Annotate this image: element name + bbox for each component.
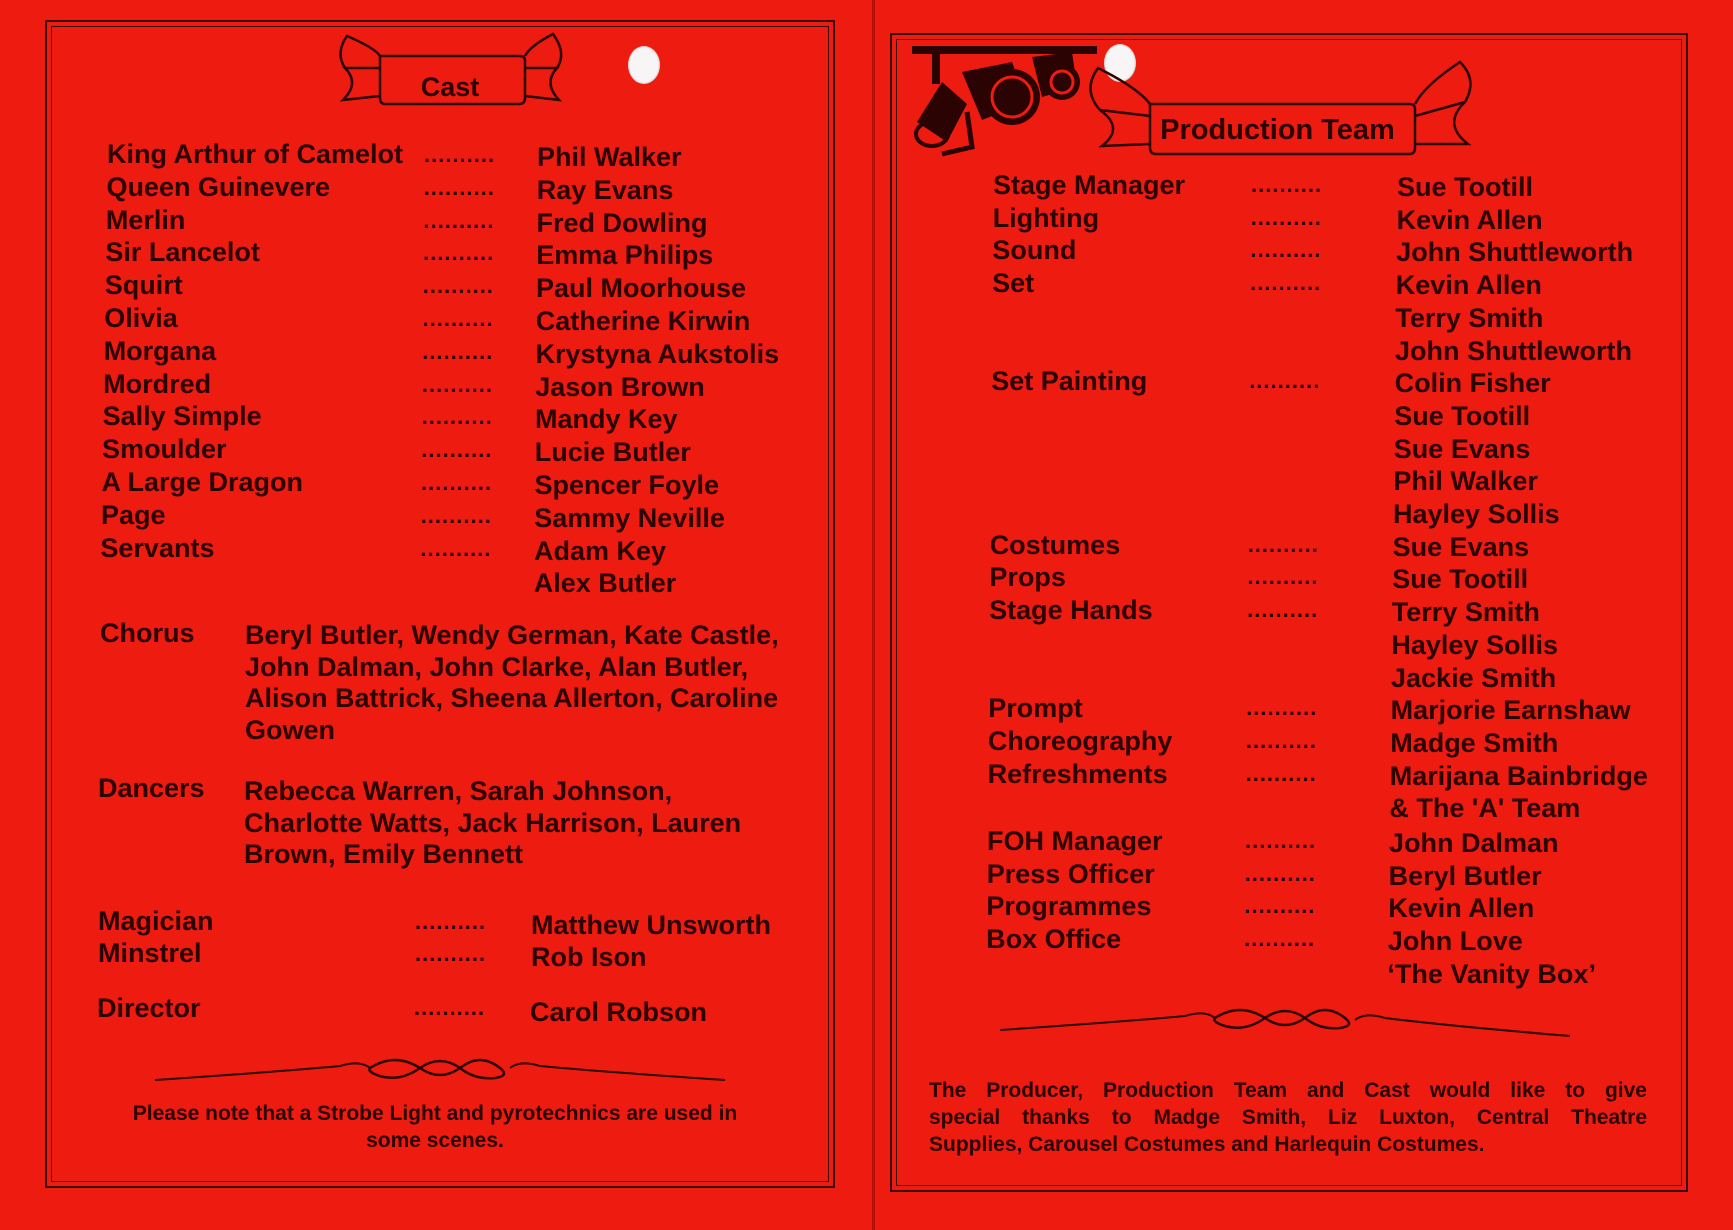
cast-role: Queen Guinevere xyxy=(106,171,331,202)
dot-leader: .......... xyxy=(422,338,494,364)
dot-leader: .......... xyxy=(1251,172,1323,197)
production-role: Prompt xyxy=(988,693,1083,724)
production-role: FOH Manager xyxy=(987,826,1163,856)
dot-leader: .......... xyxy=(1244,926,1316,952)
dot-leader: .......... xyxy=(423,240,495,266)
production-person: & The 'A' Team xyxy=(1389,793,1581,824)
production-person: Kevin Allen xyxy=(1395,270,1542,301)
production-person: Sue Tootill xyxy=(1392,564,1529,595)
director-label: Director xyxy=(97,993,201,1023)
production-person: Terry Smith xyxy=(1395,302,1544,333)
cast-actor: Jason Brown xyxy=(535,371,705,402)
production-person: John Shuttleworth xyxy=(1396,237,1634,268)
dot-leader: .......... xyxy=(1247,597,1319,623)
cast-role: Sir Lancelot xyxy=(105,237,260,268)
note-line: some scenes. xyxy=(366,1129,504,1152)
dot-leader: .......... xyxy=(423,174,495,200)
cast-actor: Adam Key xyxy=(534,535,667,566)
dancers-line: Brown, Emily Bennett xyxy=(244,839,524,869)
production-role: Stage Manager xyxy=(993,170,1186,200)
flourish-divider-icon xyxy=(155,1050,725,1100)
production-role: Programmes xyxy=(986,891,1152,922)
production-role: Props xyxy=(989,562,1066,593)
dot-leader: .......... xyxy=(1250,237,1322,263)
production-role: Set Painting xyxy=(991,366,1148,397)
production-person: Terry Smith xyxy=(1391,597,1540,628)
thanks-line: The Producer, Production Team and Cast would like to give xyxy=(929,1079,1647,1102)
dot-leader: .......... xyxy=(1250,204,1322,230)
chorus-label: Chorus xyxy=(100,618,195,648)
dot-leader: .......... xyxy=(420,535,492,561)
production-page xyxy=(875,0,1733,1230)
punch-hole xyxy=(628,46,660,84)
chorus-line: Alison Battrick, Sheena Allerton, Caroline xyxy=(245,683,779,713)
cast-actor: Phil Walker xyxy=(537,142,682,172)
cast-role: Smoulder xyxy=(102,434,227,465)
cast-role: Squirt xyxy=(104,270,183,301)
chorus-line: John Dalman, John Clarke, Alan Butler, xyxy=(245,651,749,682)
production-person: Beryl Butler xyxy=(1388,860,1542,891)
production-person: John Shuttleworth xyxy=(1395,335,1632,366)
production-person: ‘The Vanity Box’ xyxy=(1387,958,1596,989)
chorus-names xyxy=(245,620,779,746)
dancers-line: Rebecca Warren, Sarah Johnson, xyxy=(244,776,673,806)
production-role: Stage Hands xyxy=(989,595,1153,626)
thanks-line: Supplies, Carousel Costumes and Harlequin Costumes. xyxy=(929,1133,1485,1156)
dot-leader: .......... xyxy=(1245,828,1317,853)
production-person: Sue Evans xyxy=(1393,433,1531,464)
dot-leader: .......... xyxy=(421,404,493,430)
cast-role: Servants xyxy=(100,532,215,563)
cast-title: Cast xyxy=(420,72,480,102)
cast-role: Minstrel xyxy=(98,938,202,968)
cast-role: A Large Dragon xyxy=(101,467,304,497)
production-person: Kevin Allen xyxy=(1388,893,1535,924)
dot-leader: .......... xyxy=(1247,564,1319,590)
cast-role: Morgana xyxy=(103,335,217,366)
director-name: Carol Robson xyxy=(530,997,708,1027)
production-person: Sue Evans xyxy=(1392,531,1530,562)
dot-leader: .......... xyxy=(1244,893,1316,919)
production-person: Madge Smith xyxy=(1390,727,1559,758)
dot-leader: .......... xyxy=(1247,531,1319,557)
cast-role: Merlin xyxy=(105,204,186,235)
cast-actor: Alex Butler xyxy=(533,568,677,599)
dot-leader: .......... xyxy=(1246,695,1318,721)
production-person: Kevin Allen xyxy=(1396,204,1543,235)
dot-leader: .......... xyxy=(1250,270,1322,296)
cast-actor: Sammy Neville xyxy=(534,502,725,533)
cast-role: King Arthur of Camelot xyxy=(107,139,403,169)
dancers-label: Dancers xyxy=(98,773,205,803)
cast-actor: Lucie Butler xyxy=(534,437,691,468)
dot-leader: .......... xyxy=(415,909,487,934)
dancers-line: Charlotte Watts, Jack Harrison, Lauren xyxy=(244,807,742,838)
production-role: Lighting xyxy=(992,202,1100,233)
production-person: Marijana Bainbridge xyxy=(1389,760,1648,791)
cast-actor: Matthew Unsworth xyxy=(531,910,771,940)
production-title: Production Team xyxy=(1160,114,1395,146)
production-role: Costumes xyxy=(989,529,1121,560)
production-person: John Dalman xyxy=(1389,828,1559,858)
cast-actor: Ray Evans xyxy=(536,174,674,205)
cast-actor: Spencer Foyle xyxy=(534,470,720,500)
production-person: John Love xyxy=(1387,926,1523,957)
production-person: Hayley Sollis xyxy=(1391,629,1558,660)
flourish-divider-icon xyxy=(1000,1000,1570,1050)
cast-actor: Krystyna Aukstolis xyxy=(535,338,780,369)
production-person: Sue Tootill xyxy=(1397,172,1533,202)
dot-leader: .......... xyxy=(421,437,493,463)
cast-actor: Paul Moorhouse xyxy=(536,273,747,304)
dot-leader: .......... xyxy=(423,207,495,233)
production-role: Refreshments xyxy=(987,758,1168,789)
cast-actor: Mandy Key xyxy=(535,404,678,435)
cast-role: Page xyxy=(100,499,166,530)
cast-role: Mordred xyxy=(103,368,212,399)
production-person: Phil Walker xyxy=(1393,466,1538,497)
production-person: Jackie Smith xyxy=(1391,662,1557,693)
dot-leader: .......... xyxy=(420,502,492,528)
production-role: Choreography xyxy=(987,725,1173,756)
cast-actor: Emma Philips xyxy=(536,240,714,271)
dancers-names xyxy=(244,776,741,871)
dot-leader: .......... xyxy=(424,142,496,167)
special-thanks-note xyxy=(929,1077,1647,1158)
dot-leader: .......... xyxy=(414,995,486,1020)
production-person: Sue Tootill xyxy=(1394,400,1531,431)
production-person: Marjorie Earnshaw xyxy=(1390,695,1631,726)
dot-leader: .......... xyxy=(422,306,494,331)
cast-role: Magician xyxy=(98,906,214,936)
production-role: Box Office xyxy=(986,924,1122,955)
production-person: Hayley Sollis xyxy=(1393,499,1560,529)
chorus-line: Gowen xyxy=(245,714,336,745)
note-line: Please note that a Strobe Light and pyrotechnics are used in xyxy=(132,1102,738,1125)
production-role: Set xyxy=(992,268,1035,299)
dot-leader: .......... xyxy=(1244,860,1316,886)
cast-role: Olivia xyxy=(104,303,178,333)
production-role: Press Officer xyxy=(986,858,1155,889)
dot-leader: .......... xyxy=(421,371,494,397)
strobe-warning-note xyxy=(95,1100,775,1154)
dot-leader: .......... xyxy=(1245,760,1317,786)
thanks-line: special thanks to Madge Smith, Liz Luxton, Central Theatre xyxy=(929,1106,1647,1129)
cast-actor: Fred Dowling xyxy=(536,207,708,238)
dot-leader: .......... xyxy=(1249,368,1321,394)
dot-leader: .......... xyxy=(415,941,487,966)
production-person: Colin Fisher xyxy=(1394,368,1551,399)
dot-leader: .......... xyxy=(1245,727,1318,753)
cast-actor: Rob Ison xyxy=(531,942,647,972)
dot-leader: .......... xyxy=(421,470,493,495)
chorus-line: Beryl Butler, Wendy German, Kate Castle, xyxy=(245,620,779,650)
cast-role: Sally Simple xyxy=(102,401,262,432)
dot-leader: .......... xyxy=(422,273,494,299)
production-role: Sound xyxy=(992,235,1077,266)
cast-actor: Catherine Kirwin xyxy=(535,306,751,336)
